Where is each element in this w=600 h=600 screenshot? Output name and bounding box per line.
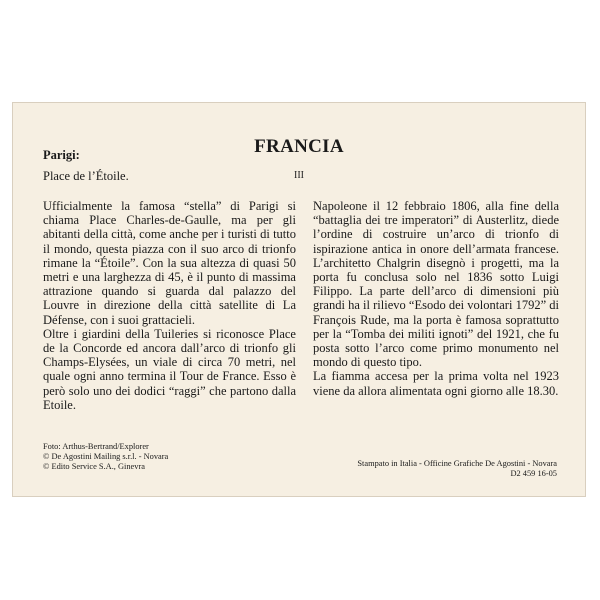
printer-info	[357, 459, 557, 479]
credit-line: Foto: Arthus-Bertrand/Explorer	[43, 442, 149, 451]
paragraph: Napoleone il 12 febbraio 1806, alla fine della “battaglia dei tre imperatori” di Austerlitz, diede l’ordine di costruire un’arco di trionfo di ispirazione antica in onore dell’armata francese. L’architetto Chalgrin disegnò i progetti, ma la porta fu conclusa solo nel 1836 sotto Luigi Filippo. La parte dell’arco di dimensioni più grandi ha il rilievo “Esodo dei volontari 1792” di François Rude, ma la porta è famosa soprattutto per la “Tomba dei militi ignoti” del 1921, che fu posta sotto l’arco come primo monumento nel mondo di questo tipo.	[313, 199, 559, 370]
info-card	[12, 102, 586, 497]
credit-line: © De Agostini Mailing s.r.l. - Novara	[43, 452, 169, 462]
card-title: FRANCIA	[254, 136, 344, 157]
section-number: III	[294, 170, 304, 181]
printer-line: Stampato in Italia - Officine Grafiche De Agostini - Novara	[357, 459, 557, 468]
credit-line: © Edito Service S.A., Ginevra	[43, 462, 145, 472]
paragraph: Oltre i giardini della Tuileries si riconosce Place de la Concorde ed ancora dall’arco di trionfo gli Champs-Elysées, un viale di circa 70 metri, nel quale ogni anno termina il Tour de France. Esso è però solo uno dei dodici “raggi” che partono dalla Etoile.	[43, 326, 296, 412]
card-code: D2 459 16-05	[510, 469, 557, 479]
paragraph: Ufficialmente la famosa “stella” di Parigi si chiama Place Charles-de-Gaulle, ma per gli abitanti della città, come anche per i turisti di tutto il mondo, questa piazza con il suo arco di trionfo rimane la “Étoile”. Con la sua altezza di quasi 50 metri e una larghezza di 45, è il punto di massima attrazione quando si guarda dal palazzo del Louvre in direzione della città satellite di La Défense, con i suoi grattacieli.	[43, 199, 296, 327]
left-text-column	[43, 199, 296, 412]
right-text-column	[313, 199, 559, 398]
photo-credits	[43, 442, 168, 473]
city-label: Parigi:	[43, 148, 80, 162]
place-name: Place de l’Étoile.	[43, 169, 129, 183]
paragraph: La fiamma accesa per la prima volta nel 1923 viene da allora alimentata ogni giorno alle 18.30.	[313, 369, 559, 398]
